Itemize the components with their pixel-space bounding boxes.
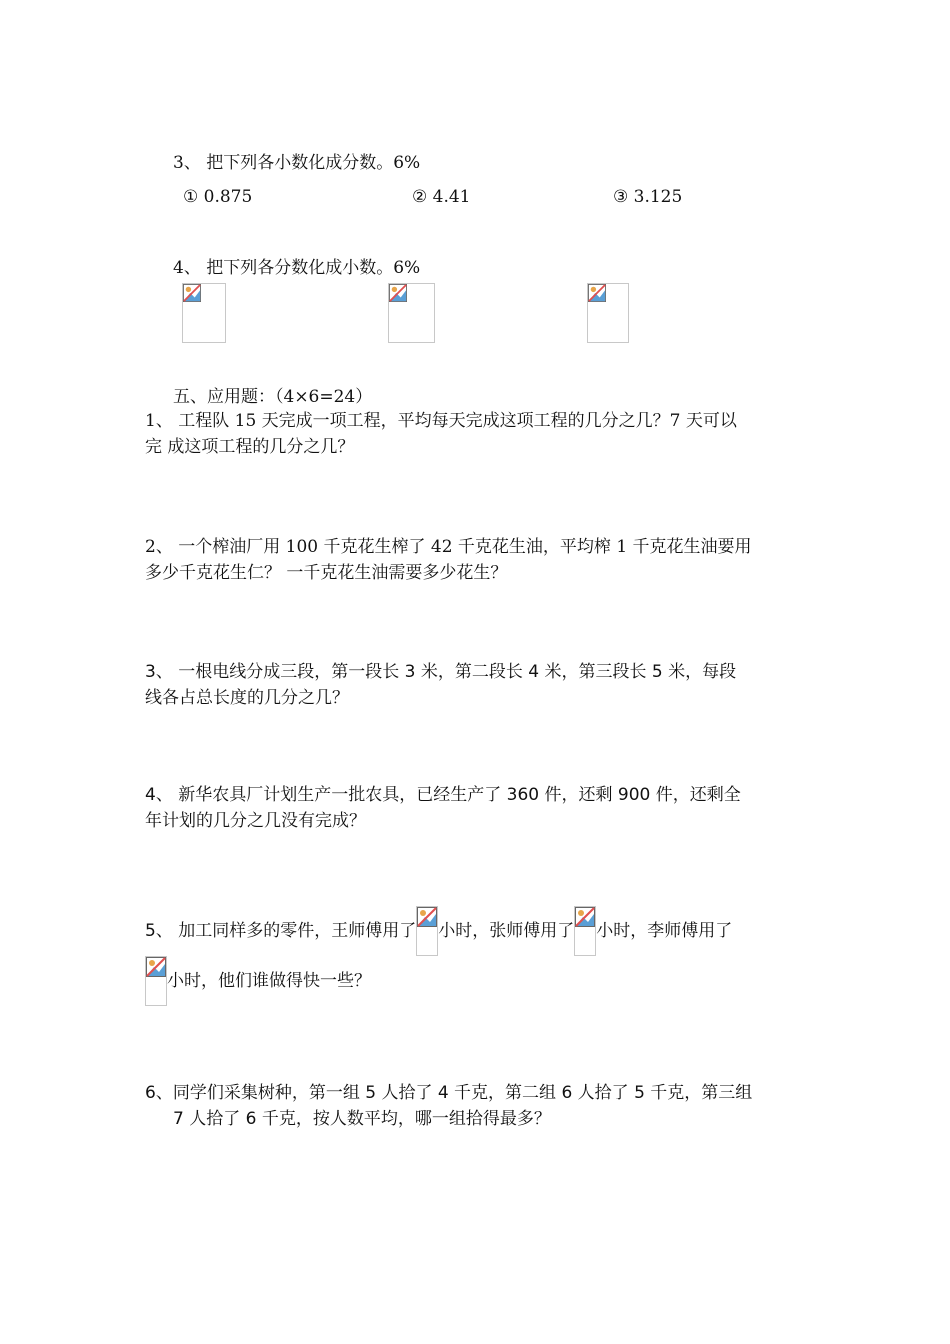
broken-image-icon bbox=[588, 284, 606, 302]
question-2-line-2: 多少千克花生仁？ 一千克花生油需要多少花生？ bbox=[145, 563, 508, 583]
question-5-line-2 bbox=[145, 970, 371, 1006]
question-heading-4-4: 4、 把下列各分数化成小数。6% bbox=[173, 258, 421, 278]
decimal-item-3: ③ 3.125 bbox=[613, 187, 683, 207]
fraction-image-wang bbox=[416, 906, 438, 956]
question-5-mid-2: 小时，李师傅用了 bbox=[596, 921, 733, 941]
question-1-line-2: 完 成这项工程的几分之几？ bbox=[145, 437, 355, 457]
question-heading-4-3: 3、 把下列各小数化成分数。6% bbox=[173, 153, 421, 173]
fraction-image-1 bbox=[182, 283, 226, 343]
question-3-line-2: 线各占总长度的几分之几？ bbox=[145, 688, 349, 708]
question-4-line-1: 4、 新华农具厂计划生产一批农具，已经生产了 360 件，还剩 900 件，还剩全 bbox=[145, 785, 741, 805]
question-3-line-1: 3、 一根电线分成三段，第一段长 3 米，第二段长 4 米，第三段长 5 米，每段 bbox=[145, 662, 737, 682]
decimal-item-2: ② 4.41 bbox=[412, 187, 471, 207]
decimal-item-1: ① 0.875 bbox=[183, 187, 253, 207]
question-6-line-1: 6、同学们采集树种，第一组 5 人拾了 4 千克，第二组 6 人拾了 5 千克，第三组 bbox=[145, 1083, 753, 1103]
question-4-line-2: 年计划的几分之几没有完成？ bbox=[145, 811, 366, 831]
question-1-line-1: 1、 工程队 15 天完成一项工程，平均每天完成这项工程的几分之几？7 天可以 bbox=[145, 411, 737, 431]
fraction-image-2 bbox=[388, 283, 435, 343]
question-2-line-1: 2、 一个榨油厂用 100 千克花生榨了 42 千克花生油，平均榨 1 千克花生油要用 bbox=[145, 537, 752, 557]
question-5-line-2-text: 小时，他们谁做得快一些？ bbox=[167, 971, 371, 991]
broken-image-icon bbox=[146, 957, 166, 977]
fraction-image-li bbox=[145, 956, 167, 1006]
broken-image-icon bbox=[389, 284, 407, 302]
section-heading-5: 五、应用题：（4×6=24） bbox=[173, 387, 373, 407]
fraction-image-zhang bbox=[574, 906, 596, 956]
question-5-line-1 bbox=[145, 920, 732, 956]
question-6-line-2: 7 人拾了 6 千克，按人数平均，哪一组拾得最多？ bbox=[173, 1109, 551, 1129]
fraction-image-3 bbox=[587, 283, 629, 343]
broken-image-icon bbox=[417, 907, 437, 927]
broken-image-icon bbox=[575, 907, 595, 927]
question-5-mid-1: 小时，张师傅用了 bbox=[438, 921, 575, 941]
broken-image-icon bbox=[183, 284, 201, 302]
question-5-prefix: 5、 加工同样多的零件，王师傅用了 bbox=[145, 921, 417, 941]
